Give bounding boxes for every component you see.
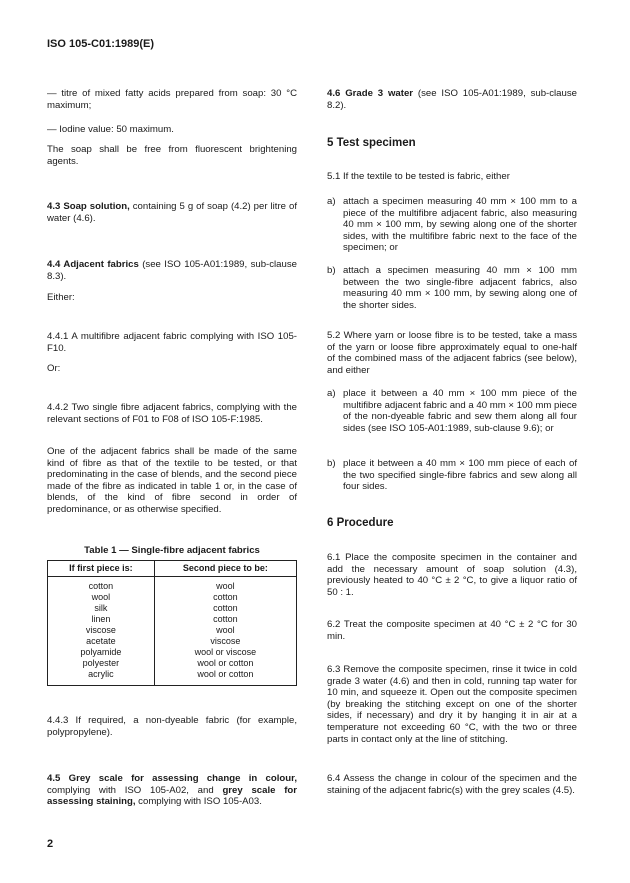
clause-4-5-mid: complying with ISO 105-A02, and	[47, 784, 223, 796]
either-label: Either:	[47, 292, 75, 303]
cell-second: wool	[154, 625, 296, 636]
clause-4-4-1: 4.4.1 A multifibre adjacent fabric complying with ISO 105-F10.	[47, 331, 297, 354]
soap-free-paragraph: The soap shall be free from fluorescent brightening agents.	[47, 144, 297, 167]
cell-first: viscose	[48, 625, 155, 636]
list-item	[327, 388, 577, 434]
table-row	[48, 603, 297, 614]
list-item	[327, 458, 577, 493]
page-number: 2	[47, 838, 54, 850]
cell-first: cotton	[48, 576, 155, 592]
clause-4-4-body: (see ISO 105-A01:1989, sub-clause 8.3).	[47, 259, 297, 282]
cell-first: wool	[48, 592, 155, 603]
cell-second: wool or viscose	[154, 647, 296, 658]
list-text: attach a specimen measuring 40 mm × 100 mm between the two single-fibre adjacent fabrics, also measuring 40 mm × 100 mm, by sewing along one of the shorter sides.	[343, 265, 577, 311]
clause-4-5-heading-2: grey scale for assessing staining,	[47, 784, 297, 808]
list-label: a)	[327, 196, 336, 207]
clause-5-2: 5.2 Where yarn or loose fibre is to be tested, take a mass of the yarn or loose fibre approximately equal to one-half of the combined mass of the adjacent fabrics (see below), and either	[327, 330, 577, 376]
list-text: place it between a 40 mm × 100 mm piece of the multifibre adjacent fabric and a 40 mm × 100 mm piece of the non-dyeable fabric and sew them along all four sides (see ISO 105-A01:1989, sub-clause 9.6); or	[343, 388, 577, 434]
col-header-second: Second piece to be:	[154, 560, 296, 576]
cell-second: wool or cotton	[154, 669, 296, 686]
adjacent-fabrics-paragraph: One of the adjacent fabrics shall be made of the same kind of fibre as that of the textile to be tested, or that predominating in the case of blends, and the second piece made of the fibre as indicated in table 1 or, in the case of blends, of the kind of fibre second in order of predominance, or as otherwise specified.	[47, 446, 297, 515]
col-header-first: If first piece is:	[48, 560, 155, 576]
clause-4-6-heading: 4.6 Grade 3 water	[327, 88, 414, 99]
fibre-table	[47, 560, 297, 686]
clause-4-6	[327, 88, 577, 111]
clause-4-6-body: (see ISO 105-A01:1989, sub-clause 8.2).	[327, 88, 577, 111]
list-text: attach a specimen measuring 40 mm × 100 mm to a piece of the multifibre adjacent fabric, also measuring 40 mm × 100 mm, by sewing along one of the shorter sides, with the multifibre fabric next to the face of the specimen; or	[343, 196, 577, 254]
cell-first: linen	[48, 614, 155, 625]
cell-second: cotton	[154, 603, 296, 614]
clause-4-5-tail: complying with ISO 105-A03.	[135, 796, 262, 808]
clause-4-3-heading: 4.3 Soap solution,	[47, 201, 130, 212]
cell-first: silk	[48, 603, 155, 614]
cell-second: wool or cotton	[154, 658, 296, 669]
table-row	[48, 625, 297, 636]
cell-first: polyamide	[48, 647, 155, 658]
list-label: b)	[327, 265, 336, 276]
clause-4-3	[47, 201, 297, 224]
table-1	[47, 545, 297, 686]
table-row	[48, 669, 297, 686]
titre-item: — titre of mixed fatty acids prepared from soap: 30 °C maximum;	[47, 88, 297, 111]
clause-6-4: 6.4 Assess the change in colour of the specimen and the staining of the adjacent fabric(s) with the grey scales (4.5).	[327, 773, 577, 796]
clause-6-1: 6.1 Place the composite specimen in the container and add the necessary amount of soap solution (4.3), previously heated to 40 °C ± 2 °C, to give a liquor ratio of 50 : 1.	[327, 552, 577, 598]
cell-first: polyester	[48, 658, 155, 669]
cell-second: cotton	[154, 614, 296, 625]
table-row	[48, 647, 297, 658]
table-caption: Table 1 — Single-fibre adjacent fabrics	[84, 545, 260, 556]
clause-4-5-heading: 4.5 Grey scale for assessing change in colour,	[47, 773, 297, 784]
list-item	[327, 265, 577, 311]
clause-4-3-body: containing 5 g of soap (4.2) per litre of water (4.6).	[47, 201, 297, 224]
table-row	[48, 592, 297, 603]
table-row	[48, 576, 297, 592]
list-item	[327, 196, 577, 254]
list-text: place it between a 40 mm × 100 mm piece of each of the two specified single-fibre fabrics and sew along all four sides.	[343, 458, 577, 493]
table-row	[48, 614, 297, 625]
iodine-item: — Iodine value: 50 maximum.	[47, 124, 174, 135]
clause-4-5	[47, 773, 297, 808]
or-label: Or:	[47, 363, 61, 374]
list-label: b)	[327, 458, 336, 469]
section-6-title: 6 Procedure	[327, 517, 394, 529]
section-5-title: 5 Test specimen	[327, 137, 416, 149]
table-row	[48, 636, 297, 647]
list-label: a)	[327, 388, 336, 399]
cell-first: acrylic	[48, 669, 155, 686]
clause-4-4-heading: 4.4 Adjacent fabrics	[47, 259, 139, 270]
document-header: ISO 105-C01:1989(E)	[47, 38, 154, 50]
table-row	[48, 658, 297, 669]
clause-5-1: 5.1 If the textile to be tested is fabric, either	[327, 171, 510, 182]
clause-4-4	[47, 259, 297, 282]
cell-second: wool	[154, 576, 296, 592]
clause-4-4-3: 4.4.3 If required, a non-dyeable fabric (for example, polypropylene).	[47, 715, 297, 738]
clause-4-4-2: 4.4.2 Two single fibre adjacent fabrics, complying with the relevant sections of F01 to F08 of ISO 105-F:1985.	[47, 402, 297, 425]
clause-6-2: 6.2 Treat the composite specimen at 40 °C ± 2 °C for 30 min.	[327, 619, 577, 642]
clause-6-3: 6.3 Remove the composite specimen, rinse it twice in cold grade 3 water (4.6) and then in cold, running tap water for 10 min, and squeeze it. Open out the composite specimen (by breaking the stitching except on one of the shorter sides, if necessary) and dry it by hanging it in air at a temperature not exceeding 60 °C, with the two or three parts in contact only at the line of stitching.	[327, 664, 577, 745]
cell-second: viscose	[154, 636, 296, 647]
cell-second: cotton	[154, 592, 296, 603]
cell-first: acetate	[48, 636, 155, 647]
